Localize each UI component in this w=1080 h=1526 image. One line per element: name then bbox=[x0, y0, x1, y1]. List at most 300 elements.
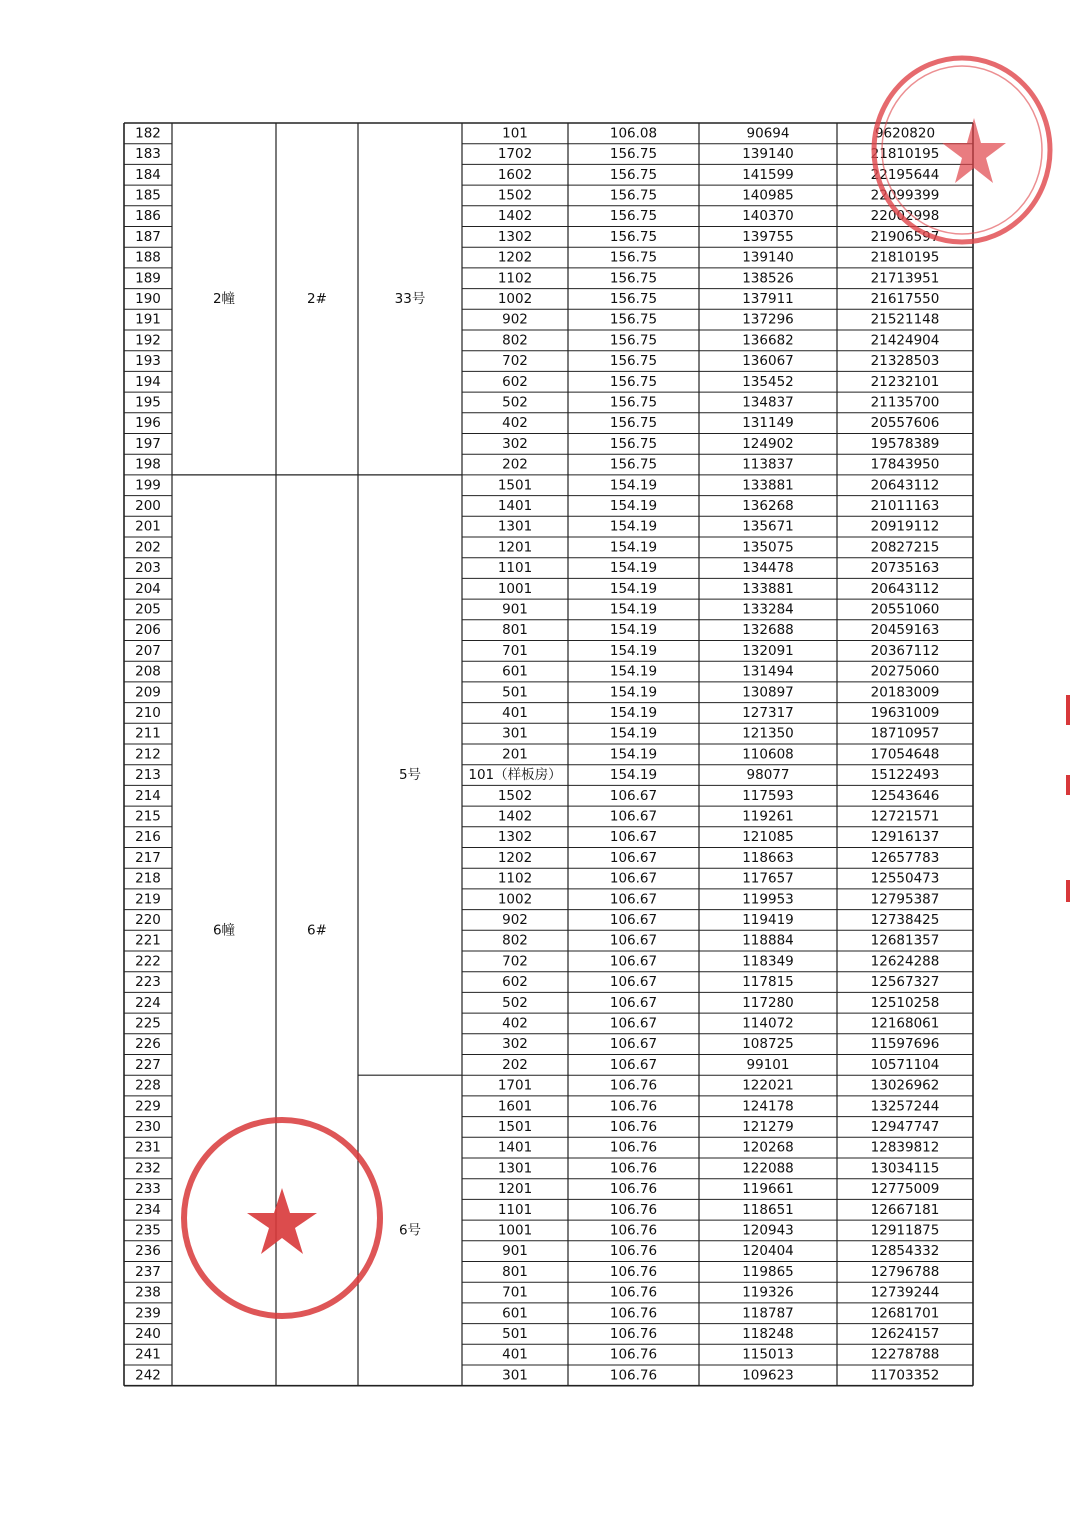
unit-price-cell: 124178 bbox=[742, 1098, 794, 1115]
seq-cell: 225 bbox=[135, 1015, 161, 1032]
seq-cell: 191 bbox=[135, 311, 161, 328]
room-cell: 202 bbox=[502, 456, 528, 473]
room-cell: 702 bbox=[502, 353, 528, 370]
unit-price-cell: 139140 bbox=[742, 146, 794, 163]
area-cell: 154.19 bbox=[609, 477, 658, 494]
area-cell: 154.19 bbox=[609, 704, 658, 721]
total-price-cell: 22195644 bbox=[870, 166, 940, 183]
area-cell: 106.67 bbox=[609, 1015, 658, 1032]
total-price-cell: 12681357 bbox=[870, 932, 940, 949]
total-price-cell: 15122493 bbox=[870, 767, 940, 784]
seq-cell: 195 bbox=[135, 394, 161, 411]
unit-price-cell: 140370 bbox=[742, 208, 794, 225]
room-cell: 702 bbox=[502, 953, 528, 970]
area-cell: 106.67 bbox=[609, 787, 658, 804]
area-cell: 106.76 bbox=[609, 1346, 658, 1363]
room-cell: 301 bbox=[502, 1367, 528, 1384]
area-cell: 156.75 bbox=[609, 311, 658, 328]
area-cell: 154.19 bbox=[609, 622, 658, 639]
total-price-cell: 20643112 bbox=[870, 477, 940, 494]
room-cell: 1201 bbox=[497, 539, 533, 556]
total-price-cell: 21521148 bbox=[870, 311, 940, 328]
seq-cell: 199 bbox=[135, 477, 161, 494]
room-cell: 401 bbox=[502, 1346, 528, 1363]
room-cell: 902 bbox=[502, 311, 528, 328]
room-cell: 901 bbox=[502, 1243, 528, 1260]
unit-price-cell: 134478 bbox=[742, 560, 794, 577]
area-cell: 106.76 bbox=[609, 1243, 658, 1260]
total-price-cell: 21713951 bbox=[870, 270, 940, 287]
room-cell: 1002 bbox=[497, 891, 533, 908]
total-price-cell: 12796788 bbox=[870, 1263, 940, 1280]
area-cell: 154.19 bbox=[609, 684, 658, 701]
unit-price-cell: 136682 bbox=[742, 332, 794, 349]
room-cell: 801 bbox=[502, 1263, 528, 1280]
area-cell: 106.76 bbox=[609, 1160, 658, 1177]
seq-cell: 228 bbox=[135, 1077, 161, 1094]
unit-price-cell: 119661 bbox=[742, 1181, 794, 1198]
unit-price-cell: 137911 bbox=[742, 290, 794, 307]
area-cell: 106.67 bbox=[609, 891, 658, 908]
room-cell: 1502 bbox=[497, 787, 533, 804]
seq-cell: 227 bbox=[135, 1056, 161, 1073]
total-price-cell: 21424904 bbox=[870, 332, 940, 349]
unit-price-cell: 90694 bbox=[746, 125, 790, 142]
area-cell: 106.76 bbox=[609, 1077, 658, 1094]
building-no-cell: 2# bbox=[307, 290, 327, 307]
unit-price-cell: 118248 bbox=[742, 1325, 794, 1342]
area-cell: 106.67 bbox=[609, 911, 658, 928]
area-cell: 156.75 bbox=[609, 270, 658, 287]
area-cell: 156.75 bbox=[609, 249, 658, 266]
seq-cell: 203 bbox=[135, 560, 161, 577]
area-cell: 156.75 bbox=[609, 187, 658, 204]
total-price-cell: 12739244 bbox=[870, 1284, 940, 1301]
seq-cell: 190 bbox=[135, 290, 161, 307]
area-cell: 106.67 bbox=[609, 953, 658, 970]
unit-price-cell: 119261 bbox=[742, 808, 794, 825]
area-cell: 106.76 bbox=[609, 1098, 658, 1115]
room-cell: 1202 bbox=[497, 849, 533, 866]
total-price-cell: 12168061 bbox=[870, 1015, 940, 1032]
seq-cell: 184 bbox=[135, 166, 161, 183]
total-price-cell: 12543646 bbox=[870, 787, 940, 804]
seq-cell: 217 bbox=[135, 849, 161, 866]
area-cell: 106.67 bbox=[609, 808, 658, 825]
area-cell: 106.67 bbox=[609, 932, 658, 949]
area-cell: 106.76 bbox=[609, 1139, 658, 1156]
unit-price-cell: 120404 bbox=[742, 1243, 794, 1260]
total-price-cell: 12624288 bbox=[870, 953, 940, 970]
area-cell: 106.76 bbox=[609, 1284, 658, 1301]
room-cell: 1701 bbox=[497, 1077, 533, 1094]
total-price-cell: 17843950 bbox=[870, 456, 940, 473]
room-cell: 302 bbox=[502, 435, 528, 452]
area-cell: 106.76 bbox=[609, 1181, 658, 1198]
unit-price-cell: 118884 bbox=[742, 932, 794, 949]
seq-cell: 205 bbox=[135, 601, 161, 618]
seq-cell: 209 bbox=[135, 684, 161, 701]
total-price-cell: 12667181 bbox=[870, 1201, 940, 1218]
seq-cell: 230 bbox=[135, 1118, 161, 1135]
unit-price-cell: 131494 bbox=[742, 663, 794, 680]
total-price-cell: 22099399 bbox=[870, 187, 940, 204]
area-cell: 156.75 bbox=[609, 332, 658, 349]
area-cell: 156.75 bbox=[609, 373, 658, 390]
seq-cell: 204 bbox=[135, 580, 161, 597]
area-cell: 106.76 bbox=[609, 1201, 658, 1218]
unit-price-cell: 114072 bbox=[742, 1015, 794, 1032]
area-cell: 106.67 bbox=[609, 829, 658, 846]
total-price-cell: 20557606 bbox=[870, 415, 940, 432]
unit-price-cell: 122021 bbox=[742, 1077, 794, 1094]
seq-cell: 229 bbox=[135, 1098, 161, 1115]
unit-cell: 33号 bbox=[394, 290, 426, 307]
room-cell: 101 bbox=[502, 125, 528, 142]
area-cell: 106.76 bbox=[609, 1305, 658, 1322]
seq-cell: 196 bbox=[135, 415, 161, 432]
unit-price-cell: 118663 bbox=[742, 849, 794, 866]
room-cell: 1401 bbox=[497, 1139, 533, 1156]
area-cell: 156.75 bbox=[609, 415, 658, 432]
area-cell: 154.19 bbox=[609, 560, 658, 577]
seq-cell: 185 bbox=[135, 187, 161, 204]
unit-price-cell: 137296 bbox=[742, 311, 794, 328]
seq-cell: 233 bbox=[135, 1181, 161, 1198]
unit-price-cell: 122088 bbox=[742, 1160, 794, 1177]
seq-cell: 194 bbox=[135, 373, 161, 390]
total-price-cell: 19631009 bbox=[870, 704, 940, 721]
area-cell: 106.67 bbox=[609, 1056, 658, 1073]
area-cell: 154.19 bbox=[609, 539, 658, 556]
unit-price-cell: 135671 bbox=[742, 518, 794, 535]
room-cell: 401 bbox=[502, 704, 528, 721]
room-cell: 602 bbox=[502, 974, 528, 991]
unit-price-cell: 121279 bbox=[742, 1118, 794, 1135]
unit-price-cell: 108725 bbox=[742, 1036, 794, 1053]
room-cell: 302 bbox=[502, 1036, 528, 1053]
room-cell: 1002 bbox=[497, 290, 533, 307]
area-cell: 106.67 bbox=[609, 1036, 658, 1053]
area-cell: 106.08 bbox=[609, 125, 658, 142]
unit-price-cell: 132091 bbox=[742, 642, 794, 659]
seq-cell: 193 bbox=[135, 353, 161, 370]
room-cell: 701 bbox=[502, 642, 528, 659]
area-cell: 156.75 bbox=[609, 166, 658, 183]
total-price-cell: 17054648 bbox=[870, 746, 940, 763]
unit-price-cell: 117815 bbox=[742, 974, 794, 991]
unit-price-cell: 136268 bbox=[742, 497, 794, 514]
seq-cell: 218 bbox=[135, 870, 161, 887]
area-cell: 154.19 bbox=[609, 663, 658, 680]
room-cell: 502 bbox=[502, 394, 528, 411]
total-price-cell: 20735163 bbox=[870, 560, 940, 577]
unit-price-cell: 132688 bbox=[742, 622, 794, 639]
area-cell: 106.67 bbox=[609, 994, 658, 1011]
total-price-cell: 11703352 bbox=[870, 1367, 940, 1384]
area-cell: 106.76 bbox=[609, 1325, 658, 1342]
total-price-cell: 12916137 bbox=[870, 829, 940, 846]
total-price-cell: 13026962 bbox=[870, 1077, 940, 1094]
total-price-cell: 12657783 bbox=[870, 849, 940, 866]
area-cell: 106.76 bbox=[609, 1263, 658, 1280]
room-cell: 1202 bbox=[497, 249, 533, 266]
unit-price-cell: 99101 bbox=[746, 1056, 790, 1073]
room-cell: 1501 bbox=[497, 1118, 533, 1135]
area-cell: 154.19 bbox=[609, 601, 658, 618]
room-cell: 1501 bbox=[497, 477, 533, 494]
seq-cell: 242 bbox=[135, 1367, 161, 1384]
area-cell: 106.76 bbox=[609, 1367, 658, 1384]
total-price-cell: 20919112 bbox=[870, 518, 940, 535]
building-cell: 2幢 bbox=[212, 290, 236, 307]
total-price-cell: 21906597 bbox=[870, 228, 940, 245]
unit-price-cell: 121350 bbox=[742, 725, 794, 742]
unit-price-cell: 121085 bbox=[742, 829, 794, 846]
seq-cell: 222 bbox=[135, 953, 161, 970]
seq-cell: 183 bbox=[135, 146, 161, 163]
unit-cell: 6号 bbox=[398, 1222, 422, 1239]
building-cell: 6幢 bbox=[212, 922, 236, 939]
seq-cell: 202 bbox=[135, 539, 161, 556]
seq-cell: 231 bbox=[135, 1139, 161, 1156]
unit-price-cell: 109623 bbox=[742, 1367, 794, 1384]
room-cell: 301 bbox=[502, 725, 528, 742]
room-cell: 1102 bbox=[497, 270, 533, 287]
area-cell: 156.75 bbox=[609, 290, 658, 307]
seq-cell: 213 bbox=[135, 767, 161, 784]
seq-cell: 182 bbox=[135, 125, 161, 142]
total-price-cell: 12738425 bbox=[870, 911, 940, 928]
total-price-cell: 12681701 bbox=[870, 1305, 940, 1322]
unit-price-cell: 118349 bbox=[742, 953, 794, 970]
seq-cell: 240 bbox=[135, 1325, 161, 1342]
seq-cell: 212 bbox=[135, 746, 161, 763]
room-cell: 902 bbox=[502, 911, 528, 928]
unit-price-cell: 98077 bbox=[746, 767, 790, 784]
unit-price-cell: 127317 bbox=[742, 704, 794, 721]
area-cell: 154.19 bbox=[609, 518, 658, 535]
room-cell: 1101 bbox=[497, 1201, 533, 1218]
area-cell: 154.19 bbox=[609, 725, 658, 742]
room-cell: 1601 bbox=[497, 1098, 533, 1115]
unit-price-cell: 131149 bbox=[742, 415, 794, 432]
room-cell: 901 bbox=[502, 601, 528, 618]
total-price-cell: 21011163 bbox=[870, 497, 940, 514]
unit-price-cell: 119326 bbox=[742, 1284, 794, 1301]
room-cell: 801 bbox=[502, 622, 528, 639]
area-cell: 156.75 bbox=[609, 394, 658, 411]
unit-price-cell: 110608 bbox=[742, 746, 794, 763]
room-cell: 101（样板房） bbox=[468, 767, 562, 784]
total-price-cell: 12854332 bbox=[870, 1243, 940, 1260]
room-cell: 802 bbox=[502, 332, 528, 349]
seq-cell: 189 bbox=[135, 270, 161, 287]
unit-price-cell: 117657 bbox=[742, 870, 794, 887]
area-cell: 154.19 bbox=[609, 767, 658, 784]
seq-cell: 241 bbox=[135, 1346, 161, 1363]
seq-cell: 237 bbox=[135, 1263, 161, 1280]
total-price-cell: 12550473 bbox=[870, 870, 940, 887]
seq-cell: 186 bbox=[135, 208, 161, 225]
area-cell: 156.75 bbox=[609, 228, 658, 245]
seq-cell: 192 bbox=[135, 332, 161, 349]
room-cell: 1201 bbox=[497, 1181, 533, 1198]
unit-price-cell: 120943 bbox=[742, 1222, 794, 1239]
area-cell: 156.75 bbox=[609, 146, 658, 163]
room-cell: 701 bbox=[502, 1284, 528, 1301]
seq-cell: 215 bbox=[135, 808, 161, 825]
total-price-cell: 13257244 bbox=[870, 1098, 940, 1115]
seq-cell: 198 bbox=[135, 456, 161, 473]
unit-price-cell: 130897 bbox=[742, 684, 794, 701]
unit-price-cell: 118787 bbox=[742, 1305, 794, 1322]
seq-cell: 201 bbox=[135, 518, 161, 535]
room-cell: 1101 bbox=[497, 560, 533, 577]
total-price-cell: 12795387 bbox=[870, 891, 940, 908]
total-price-cell: 19578389 bbox=[870, 435, 940, 452]
room-cell: 202 bbox=[502, 1056, 528, 1073]
total-price-cell: 12624157 bbox=[870, 1325, 940, 1342]
area-cell: 106.67 bbox=[609, 974, 658, 991]
room-cell: 1302 bbox=[497, 829, 533, 846]
room-cell: 1502 bbox=[497, 187, 533, 204]
total-price-cell: 20827215 bbox=[870, 539, 940, 556]
unit-price-cell: 133881 bbox=[742, 580, 794, 597]
total-price-cell: 12911875 bbox=[870, 1222, 940, 1239]
total-price-cell: 20367112 bbox=[870, 642, 940, 659]
total-price-cell: 21328503 bbox=[870, 353, 940, 370]
total-price-cell: 13034115 bbox=[870, 1160, 940, 1177]
unit-price-cell: 133284 bbox=[742, 601, 794, 618]
unit-price-cell: 140985 bbox=[742, 187, 794, 204]
total-price-cell: 21232101 bbox=[870, 373, 940, 390]
total-price-cell: 11597696 bbox=[870, 1036, 940, 1053]
seq-cell: 221 bbox=[135, 932, 161, 949]
total-price-cell: 20459163 bbox=[870, 622, 940, 639]
total-price-cell: 21810195 bbox=[870, 146, 940, 163]
seq-cell: 210 bbox=[135, 704, 161, 721]
seq-cell: 207 bbox=[135, 642, 161, 659]
area-cell: 156.75 bbox=[609, 208, 658, 225]
building-no-cell: 6# bbox=[307, 922, 327, 939]
total-price-cell: 12775009 bbox=[870, 1181, 940, 1198]
unit-price-cell: 119865 bbox=[742, 1263, 794, 1280]
room-cell: 1401 bbox=[497, 497, 533, 514]
area-cell: 154.19 bbox=[609, 746, 658, 763]
room-cell: 1302 bbox=[497, 228, 533, 245]
unit-price-cell: 115013 bbox=[742, 1346, 794, 1363]
seq-cell: 187 bbox=[135, 228, 161, 245]
room-cell: 1001 bbox=[497, 580, 533, 597]
red-mark bbox=[1066, 880, 1070, 902]
area-cell: 106.67 bbox=[609, 870, 658, 887]
seq-cell: 208 bbox=[135, 663, 161, 680]
total-price-cell: 12510258 bbox=[870, 994, 940, 1011]
unit-price-cell: 118651 bbox=[742, 1201, 794, 1218]
total-price-cell: 12947747 bbox=[870, 1118, 940, 1135]
seq-cell: 197 bbox=[135, 435, 161, 452]
room-cell: 601 bbox=[502, 663, 528, 680]
unit-price-cell: 135075 bbox=[742, 539, 794, 556]
room-cell: 1402 bbox=[497, 808, 533, 825]
room-cell: 1301 bbox=[497, 1160, 533, 1177]
total-price-cell: 20183009 bbox=[870, 684, 940, 701]
unit-price-cell: 119419 bbox=[742, 911, 794, 928]
room-cell: 601 bbox=[502, 1305, 528, 1322]
area-cell: 156.75 bbox=[609, 456, 658, 473]
total-price-cell: 12839812 bbox=[870, 1139, 940, 1156]
total-price-cell: 20551060 bbox=[870, 601, 940, 618]
room-cell: 602 bbox=[502, 373, 528, 390]
unit-price-cell: 117593 bbox=[742, 787, 794, 804]
area-cell: 106.76 bbox=[609, 1118, 658, 1135]
unit-price-cell: 133881 bbox=[742, 477, 794, 494]
room-cell: 501 bbox=[502, 684, 528, 701]
area-cell: 154.19 bbox=[609, 580, 658, 597]
room-cell: 1001 bbox=[497, 1222, 533, 1239]
unit-price-cell: 134837 bbox=[742, 394, 794, 411]
unit-cell: 5号 bbox=[398, 767, 422, 784]
seq-cell: 214 bbox=[135, 787, 161, 804]
seq-cell: 232 bbox=[135, 1160, 161, 1177]
seq-cell: 220 bbox=[135, 911, 161, 928]
seq-cell: 236 bbox=[135, 1243, 161, 1260]
seq-cell: 219 bbox=[135, 891, 161, 908]
unit-price-cell: 141599 bbox=[742, 166, 794, 183]
seq-cell: 239 bbox=[135, 1305, 161, 1322]
total-price-cell: 21810195 bbox=[870, 249, 940, 266]
total-price-cell: 12567327 bbox=[870, 974, 940, 991]
seq-cell: 216 bbox=[135, 829, 161, 846]
room-cell: 502 bbox=[502, 994, 528, 1011]
room-cell: 1702 bbox=[497, 146, 533, 163]
room-cell: 1402 bbox=[497, 208, 533, 225]
area-cell: 156.75 bbox=[609, 435, 658, 452]
room-cell: 501 bbox=[502, 1325, 528, 1342]
total-price-cell: 21617550 bbox=[870, 290, 940, 307]
room-cell: 1102 bbox=[497, 870, 533, 887]
seq-cell: 200 bbox=[135, 497, 161, 514]
seq-cell: 188 bbox=[135, 249, 161, 266]
seq-cell: 224 bbox=[135, 994, 161, 1011]
seq-cell: 226 bbox=[135, 1036, 161, 1053]
area-cell: 106.67 bbox=[609, 849, 658, 866]
area-cell: 154.19 bbox=[609, 642, 658, 659]
seq-cell: 234 bbox=[135, 1201, 161, 1218]
unit-price-cell: 124902 bbox=[742, 435, 794, 452]
red-mark bbox=[1066, 775, 1070, 795]
seq-cell: 211 bbox=[135, 725, 161, 742]
total-price-cell: 10571104 bbox=[870, 1056, 940, 1073]
seq-cell: 206 bbox=[135, 622, 161, 639]
room-cell: 1301 bbox=[497, 518, 533, 535]
room-cell: 402 bbox=[502, 415, 528, 432]
unit-price-cell: 113837 bbox=[742, 456, 794, 473]
total-price-cell: 22002998 bbox=[870, 208, 940, 225]
room-cell: 402 bbox=[502, 1015, 528, 1032]
red-mark bbox=[1066, 695, 1070, 725]
seq-cell: 238 bbox=[135, 1284, 161, 1301]
total-price-cell: 12721571 bbox=[870, 808, 940, 825]
unit-price-cell: 120268 bbox=[742, 1139, 794, 1156]
unit-price-cell: 117280 bbox=[742, 994, 794, 1011]
seq-cell: 235 bbox=[135, 1222, 161, 1239]
total-price-cell: 12278788 bbox=[870, 1346, 940, 1363]
room-cell: 802 bbox=[502, 932, 528, 949]
unit-price-cell: 135452 bbox=[742, 373, 794, 390]
unit-price-cell: 138526 bbox=[742, 270, 794, 287]
